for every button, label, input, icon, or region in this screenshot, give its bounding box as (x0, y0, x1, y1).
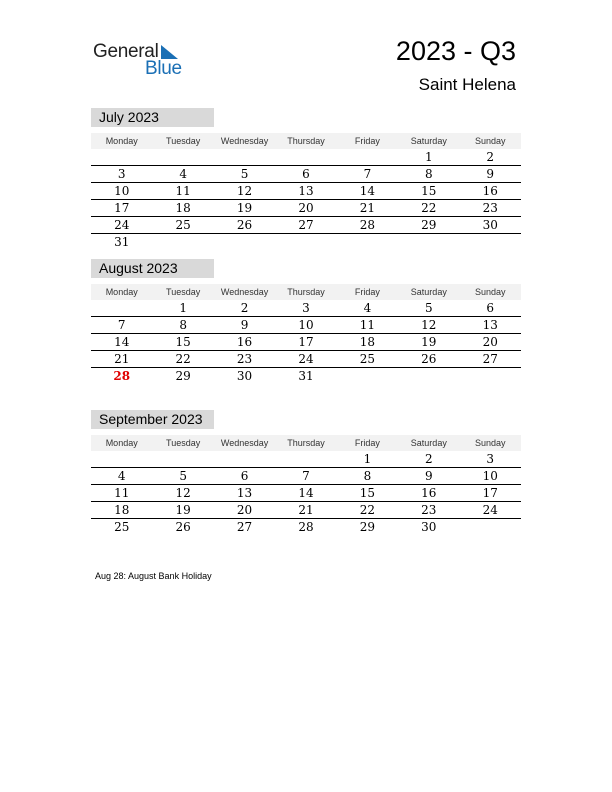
empty-day-cell (337, 234, 398, 250)
day-cell: 22 (421, 201, 437, 215)
empty-day-cell (91, 451, 152, 467)
day-cell: 26 (421, 352, 437, 366)
day-cell: 26 (175, 520, 191, 534)
day-cell: 10 (482, 469, 498, 483)
day-cell: 30 (421, 520, 437, 534)
week-row (91, 217, 521, 234)
weekday-label: Saturday (410, 438, 447, 448)
brand-name-general: General (93, 41, 159, 62)
day-cell: 16 (236, 335, 253, 349)
empty-day-cell (275, 149, 336, 165)
week-row (91, 368, 521, 384)
day-cell: 24 (114, 218, 130, 232)
day-cell: 3 (302, 301, 310, 315)
weekday-label: Sunday (474, 136, 506, 146)
day-cell: 21 (298, 503, 314, 517)
month-header: September 2023 (91, 410, 214, 429)
day-cell: 14 (359, 184, 376, 198)
day-cell: 27 (482, 352, 498, 366)
day-cell: 12 (236, 184, 253, 198)
day-cell: 19 (175, 503, 191, 517)
day-cell: 3 (486, 452, 495, 466)
day-cell: 6 (240, 469, 249, 483)
day-cell: 21 (359, 201, 376, 215)
month-header: August 2023 (91, 259, 214, 278)
day-cell: 8 (363, 469, 372, 483)
day-cell: 4 (117, 469, 126, 483)
day-cell: 18 (114, 503, 130, 517)
day-cell: 23 (236, 352, 253, 366)
day-cell: 17 (114, 201, 130, 215)
day-cell: 25 (114, 520, 130, 534)
empty-day-cell (214, 451, 275, 467)
day-cell: 13 (298, 184, 314, 198)
day-cell: 29 (359, 520, 376, 534)
day-cell: 20 (236, 503, 253, 517)
day-cell: 1 (363, 452, 372, 466)
day-cell: 1 (179, 301, 187, 315)
empty-day-cell (337, 368, 398, 384)
day-cell: 28 (298, 520, 314, 534)
weekday-label: Wednesday (220, 438, 269, 448)
empty-day-cell (152, 234, 213, 250)
week-row (91, 149, 521, 166)
weekday-label: Friday (354, 287, 380, 297)
day-cell: 17 (298, 335, 314, 349)
empty-day-cell (398, 368, 459, 384)
week-row (91, 166, 521, 183)
day-cell: 14 (114, 335, 130, 349)
day-cell: 25 (175, 218, 191, 232)
holiday-day-cell: 28 (113, 369, 131, 383)
month-september (91, 410, 521, 535)
day-cell: 8 (425, 167, 433, 181)
day-cell: 23 (482, 201, 498, 215)
day-cell: 31 (298, 369, 314, 383)
weekday-label: Wednesday (220, 287, 269, 297)
weekday-label: Saturday (410, 287, 447, 297)
day-cell: 29 (175, 369, 191, 383)
day-cell: 20 (482, 335, 498, 349)
day-cell: 27 (236, 520, 253, 534)
day-cell: 7 (117, 318, 126, 332)
day-cell: 19 (236, 201, 253, 215)
day-cell: 30 (236, 369, 253, 383)
day-cell: 2 (486, 150, 495, 164)
month-header: July 2023 (91, 108, 214, 127)
empty-day-cell (275, 234, 336, 250)
week-row (91, 451, 521, 468)
day-cell: 23 (421, 503, 437, 517)
day-cell: 24 (482, 503, 498, 517)
holiday-note: Aug 28: August Bank Holiday (95, 571, 212, 581)
day-cell: 22 (175, 352, 191, 366)
week-row (91, 334, 521, 351)
day-cell: 22 (359, 503, 376, 517)
day-cell: 29 (421, 218, 437, 232)
day-cell: 3 (117, 167, 126, 181)
day-cell: 1 (425, 150, 433, 164)
day-cell: 27 (298, 218, 314, 232)
day-cell: 4 (179, 167, 187, 181)
empty-day-cell (460, 234, 521, 250)
weekday-label: Thursday (287, 136, 325, 146)
day-cell: 16 (482, 184, 498, 198)
day-cell: 13 (482, 318, 498, 332)
day-cell: 30 (482, 218, 498, 232)
day-cell: 6 (302, 167, 310, 181)
day-cell: 7 (302, 469, 310, 483)
empty-day-cell (460, 519, 521, 535)
day-cell: 9 (240, 318, 249, 332)
day-cell: 4 (363, 301, 372, 315)
empty-day-cell (398, 234, 459, 250)
day-cell: 15 (175, 335, 191, 349)
weekday-label: Sunday (474, 287, 506, 297)
day-cell: 7 (363, 167, 372, 181)
weekday-label: Sunday (474, 438, 506, 448)
empty-day-cell (275, 451, 336, 467)
day-cell: 15 (421, 184, 437, 198)
week-row (91, 468, 521, 485)
month-august (91, 259, 521, 384)
weekday-header-row (91, 133, 521, 149)
week-row (91, 317, 521, 334)
day-cell: 5 (240, 167, 249, 181)
week-row (91, 351, 521, 368)
day-cell: 25 (359, 352, 376, 366)
weekday-header-row (91, 284, 521, 300)
day-cell: 31 (114, 235, 130, 249)
day-cell: 9 (486, 167, 495, 181)
day-cell: 26 (236, 218, 253, 232)
day-cell: 19 (421, 335, 437, 349)
brand-name-blue: Blue (145, 58, 182, 79)
empty-day-cell (214, 234, 275, 250)
empty-day-cell (337, 149, 398, 165)
day-cell: 12 (175, 486, 191, 500)
brand-logo (93, 41, 193, 81)
day-cell: 2 (240, 301, 249, 315)
day-cell: 11 (175, 184, 191, 198)
empty-day-cell (91, 149, 152, 165)
weekday-label: Tuesday (166, 287, 201, 297)
weekday-header-row (91, 435, 521, 451)
empty-day-cell (214, 149, 275, 165)
month-july (91, 108, 521, 250)
day-cell: 9 (425, 469, 433, 483)
page-subtitle: Saint Helena (418, 75, 516, 94)
day-cell: 5 (425, 301, 433, 315)
day-cell: 17 (482, 486, 498, 500)
week-row (91, 502, 521, 519)
week-row (91, 485, 521, 502)
day-cell: 15 (359, 486, 376, 500)
day-cell: 13 (236, 486, 253, 500)
week-row (91, 519, 521, 535)
weekday-label: Friday (354, 438, 380, 448)
day-cell: 14 (298, 486, 314, 500)
weekday-label: Monday (105, 136, 138, 146)
weekday-label: Tuesday (166, 136, 201, 146)
day-cell: 18 (359, 335, 376, 349)
empty-day-cell (152, 451, 213, 467)
weekday-label: Friday (354, 136, 380, 146)
day-cell: 20 (298, 201, 314, 215)
weekday-label: Wednesday (220, 136, 269, 146)
page-title: 2023 - Q3 (395, 36, 516, 66)
weekday-label: Monday (105, 287, 138, 297)
weekday-label: Thursday (287, 438, 325, 448)
day-cell: 10 (114, 184, 130, 198)
weekday-label: Monday (105, 438, 138, 448)
day-cell: 28 (359, 218, 376, 232)
day-cell: 21 (114, 352, 130, 366)
day-cell: 16 (421, 486, 437, 500)
day-cell: 10 (298, 318, 314, 332)
day-cell: 18 (175, 201, 191, 215)
day-cell: 11 (359, 318, 376, 332)
week-row (91, 200, 521, 217)
day-cell: 2 (425, 452, 433, 466)
day-cell: 11 (114, 486, 130, 500)
empty-day-cell (460, 368, 521, 384)
day-cell: 24 (298, 352, 314, 366)
week-row (91, 234, 521, 250)
weekday-label: Tuesday (166, 438, 201, 448)
day-cell: 5 (179, 469, 187, 483)
day-cell: 12 (421, 318, 437, 332)
weekday-label: Thursday (287, 287, 325, 297)
weekday-label: Saturday (410, 136, 447, 146)
week-row (91, 300, 521, 317)
day-cell: 6 (486, 301, 495, 315)
day-cell: 8 (179, 318, 187, 332)
empty-day-cell (91, 300, 152, 316)
week-row (91, 183, 521, 200)
empty-day-cell (152, 149, 213, 165)
